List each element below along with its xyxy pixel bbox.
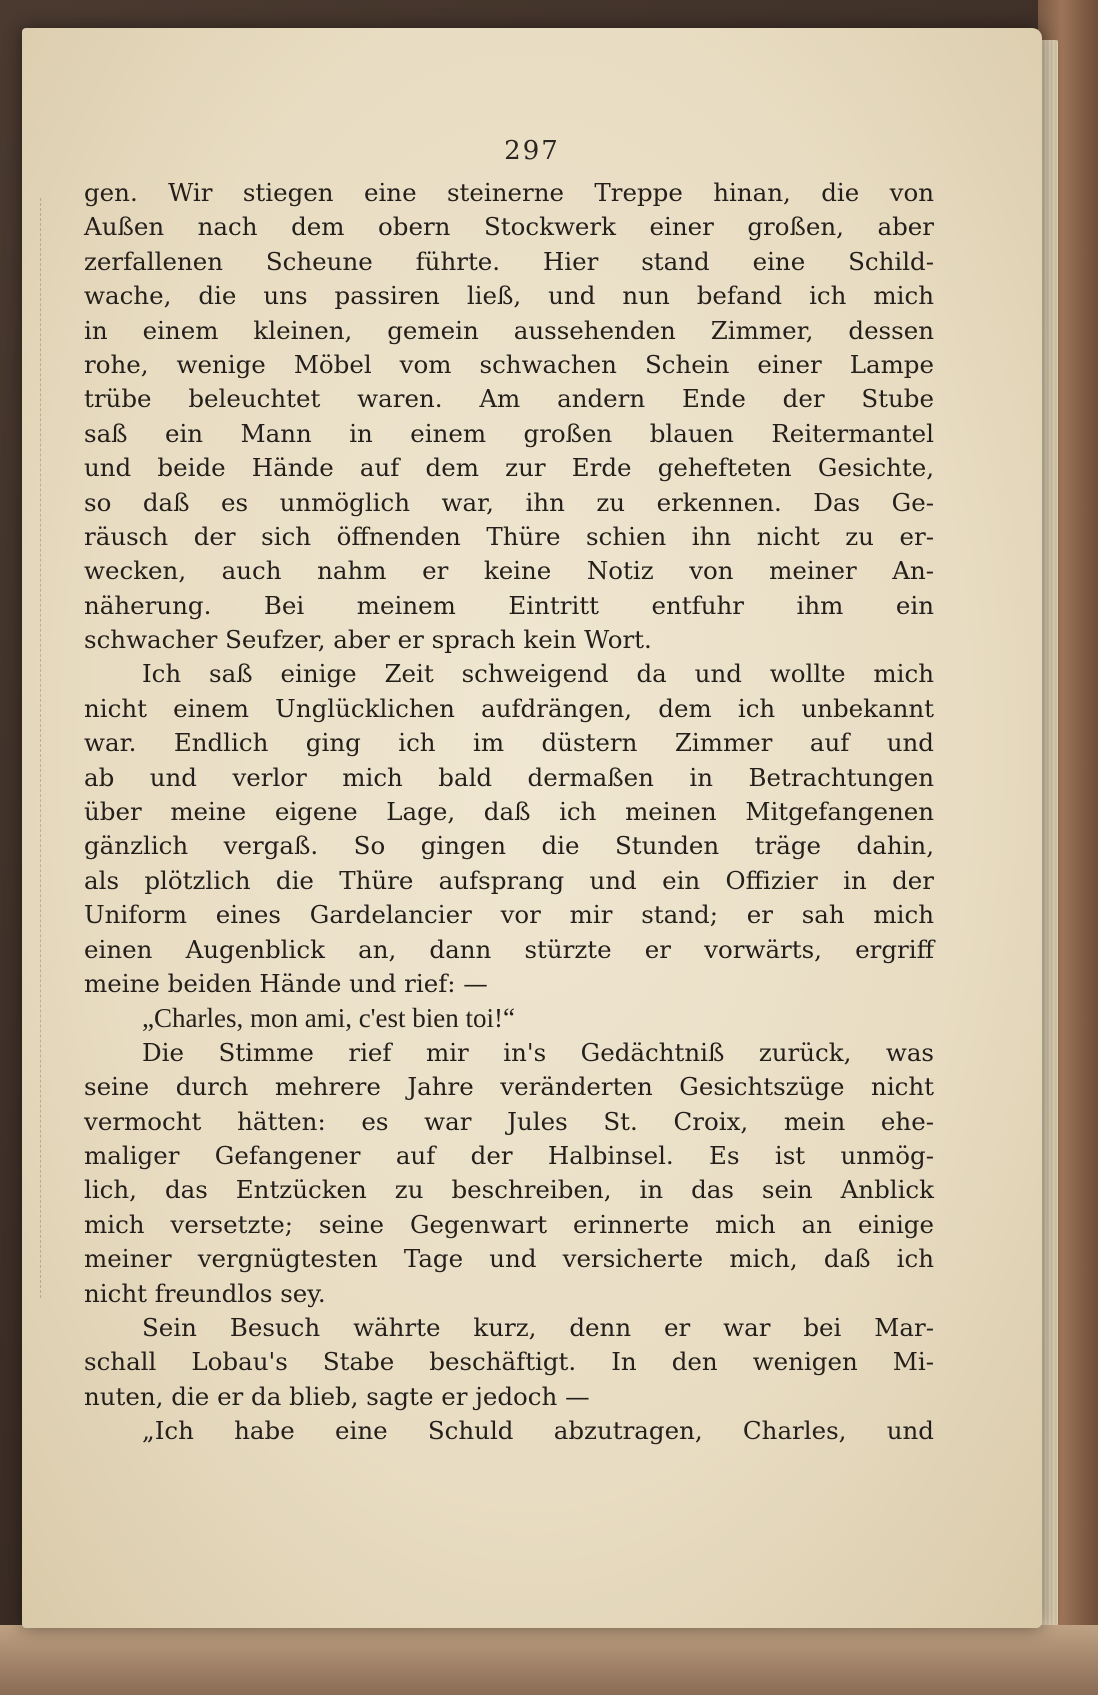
text-line: Sein Besuch währte kurz, denn er war bei Mar- bbox=[142, 1312, 934, 1342]
text-line: „Charles, mon ami, c'est bien toi!“ bbox=[142, 1003, 516, 1034]
text-line: als plötzlich die Thüre aufsprang und ein Offizier in der bbox=[84, 865, 934, 895]
text-line: vermocht hätten: es war Jules St. Croix, mein ehe- bbox=[84, 1106, 934, 1136]
text-line: wecken, auch nahm er keine Notiz von meiner An- bbox=[84, 556, 934, 586]
book-page bbox=[22, 28, 1042, 1628]
text-line: näherung. Bei meinem Eintritt entfuhr ihm ein bbox=[84, 590, 934, 620]
text-line: „Ich habe eine Schuld abzutragen, Charles, und bbox=[142, 1416, 934, 1446]
book-cover-bottom bbox=[0, 1625, 1098, 1695]
text-line: saß ein Mann in einem großen blauen Reitermantel bbox=[84, 418, 934, 448]
text-line: nicht einem Unglücklichen aufdrängen, dem ich unbekannt bbox=[84, 693, 934, 723]
text-line: gänzlich vergaß. So gingen die Stunden träge dahin, bbox=[84, 831, 934, 861]
text-line: räusch der sich öffnenden Thüre schien ihn nicht zu er- bbox=[84, 521, 934, 551]
text-line: über meine eigene Lage, daß ich meinen Mitgefangenen bbox=[84, 797, 934, 827]
text-line: Ich saß einige Zeit schweigend da und wollte mich bbox=[142, 659, 934, 689]
text-line: in einem kleinen, gemein aussehenden Zimmer, dessen bbox=[84, 315, 934, 345]
text-line: nicht freundlos sey. bbox=[84, 1278, 326, 1308]
text-line: seine durch mehrere Jahre veränderten Gesichtszüge nicht bbox=[84, 1072, 934, 1102]
text-line: war. Endlich ging ich im düstern Zimmer auf und bbox=[84, 728, 934, 758]
text-line: einen Augenblick an, dann stürzte er vorwärts, ergriff bbox=[84, 934, 934, 964]
body-text bbox=[84, 176, 934, 1448]
text-line: Außen nach dem obern Stockwerk einer großen, aber bbox=[84, 212, 934, 242]
page-number: 297 bbox=[504, 136, 560, 166]
margin-pencil-marks bbox=[40, 198, 45, 1298]
text-line: nuten, die er da blieb, sagte er jedoch — bbox=[84, 1381, 590, 1411]
text-line: lich, das Entzücken zu beschreiben, in das sein Anblick bbox=[84, 1175, 934, 1205]
text-line: wache, die uns passiren ließ, und nun befand ich mich bbox=[84, 281, 934, 311]
text-line: maliger Gefangener auf der Halbinsel. Es ist unmög- bbox=[84, 1140, 934, 1170]
text-line: meiner vergnügtesten Tage und versicherte mich, daß ich bbox=[84, 1244, 934, 1274]
text-line: trübe beleuchtet waren. Am andern Ende der Stube bbox=[84, 384, 934, 414]
text-line: rohe, wenige Möbel vom schwachen Schein einer Lampe bbox=[84, 349, 934, 379]
text-line: Die Stimme rief mir in's Gedächtniß zurück, was bbox=[142, 1037, 934, 1067]
text-line: mich versetzte; seine Gegenwart erinnerte mich an einige bbox=[84, 1209, 934, 1239]
text-line: gen. Wir stiegen eine steinerne Treppe hinan, die von bbox=[84, 178, 934, 207]
text-line: Uniform eines Gardelancier vor mir stand; er sah mich bbox=[84, 900, 934, 930]
text-line: schall Lobau's Stabe beschäftigt. In den wenigen Mi- bbox=[84, 1347, 934, 1377]
text-line: so daß es unmöglich war, ihn zu erkennen. Das Ge- bbox=[84, 487, 934, 517]
text-line: ab und verlor mich bald dermaßen in Betrachtungen bbox=[84, 762, 934, 792]
text-line: meine beiden Hände und rief: — bbox=[84, 968, 488, 998]
text-line: schwacher Seufzer, aber er sprach kein Wort. bbox=[84, 625, 652, 655]
text-line: und beide Hände auf dem zur Erde gehefteten Gesichte, bbox=[84, 453, 934, 483]
text-line: zerfallenen Scheune führte. Hier stand eine Schild- bbox=[84, 246, 934, 276]
